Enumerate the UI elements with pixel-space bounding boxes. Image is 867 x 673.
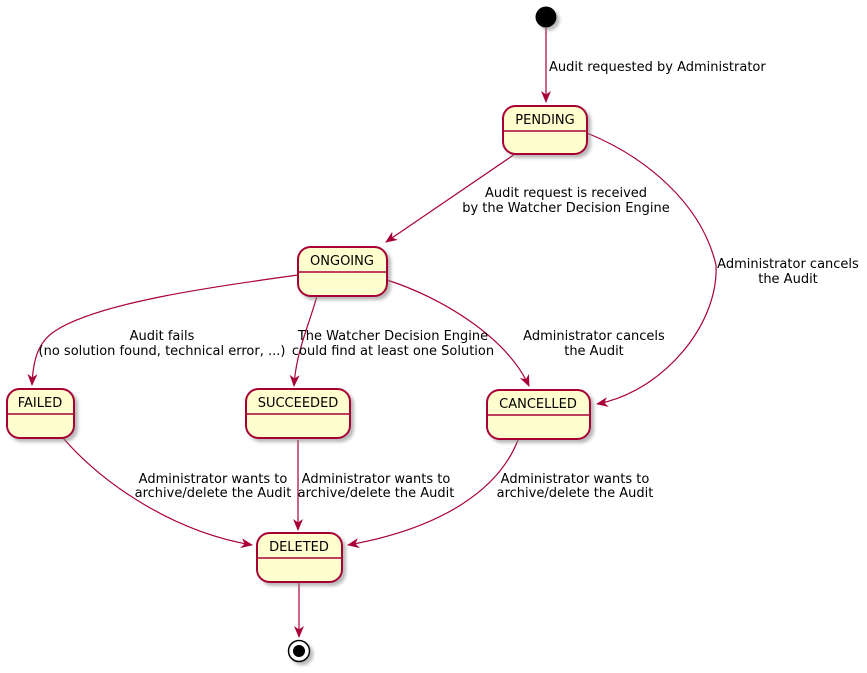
state-cancelled-label: CANCELLED: [499, 397, 577, 412]
transition-label: Administrator cancels: [717, 257, 859, 272]
state-ongoing: [298, 247, 387, 296]
transition-label: the Audit: [758, 272, 818, 287]
transition-label: Administrator wants to: [500, 472, 650, 487]
state-succeeded: [246, 389, 350, 438]
transition-label: by the Watcher Decision Engine: [462, 201, 670, 216]
final-state-dot: [293, 645, 305, 657]
transition-label: the Audit: [564, 344, 624, 359]
initial-state: [536, 7, 557, 28]
state-pending-label: PENDING: [515, 113, 575, 128]
transition-label: archive/delete the Audit: [134, 486, 292, 501]
state-cancelled: [487, 390, 590, 439]
transition-label: Administrator cancels: [523, 329, 665, 344]
final-state: [289, 641, 310, 662]
initial-state-dot: [536, 7, 557, 28]
state-pending: [503, 106, 587, 154]
state-failed-label: FAILED: [17, 396, 63, 411]
state-deleted: [257, 533, 342, 582]
state-ongoing-label: ONGOING: [310, 254, 374, 269]
transition-label: Administrator wants to: [138, 472, 288, 487]
transition-label: could find at least one Solution: [291, 344, 495, 359]
transition-label: archive/delete the Audit: [297, 486, 455, 501]
transition-label: Audit request is received: [484, 186, 648, 201]
transition-label: archive/delete the Audit: [496, 486, 654, 501]
state-succeeded-label: SUCCEEDED: [257, 396, 339, 411]
transition-label: (no solution found, technical error, ...): [38, 344, 286, 359]
state-failed: [7, 389, 74, 438]
transition-label: Administrator wants to: [301, 472, 451, 487]
state-deleted-label: DELETED: [269, 540, 329, 555]
transition-label: The Watcher Decision Engine: [297, 329, 489, 344]
transition-label: Audit fails: [129, 329, 195, 344]
transition-label: Audit requested by Administrator: [549, 60, 766, 75]
transition-labels-layer: [39, 60, 860, 501]
transition-pending-to-cancelled: [587, 133, 716, 404]
